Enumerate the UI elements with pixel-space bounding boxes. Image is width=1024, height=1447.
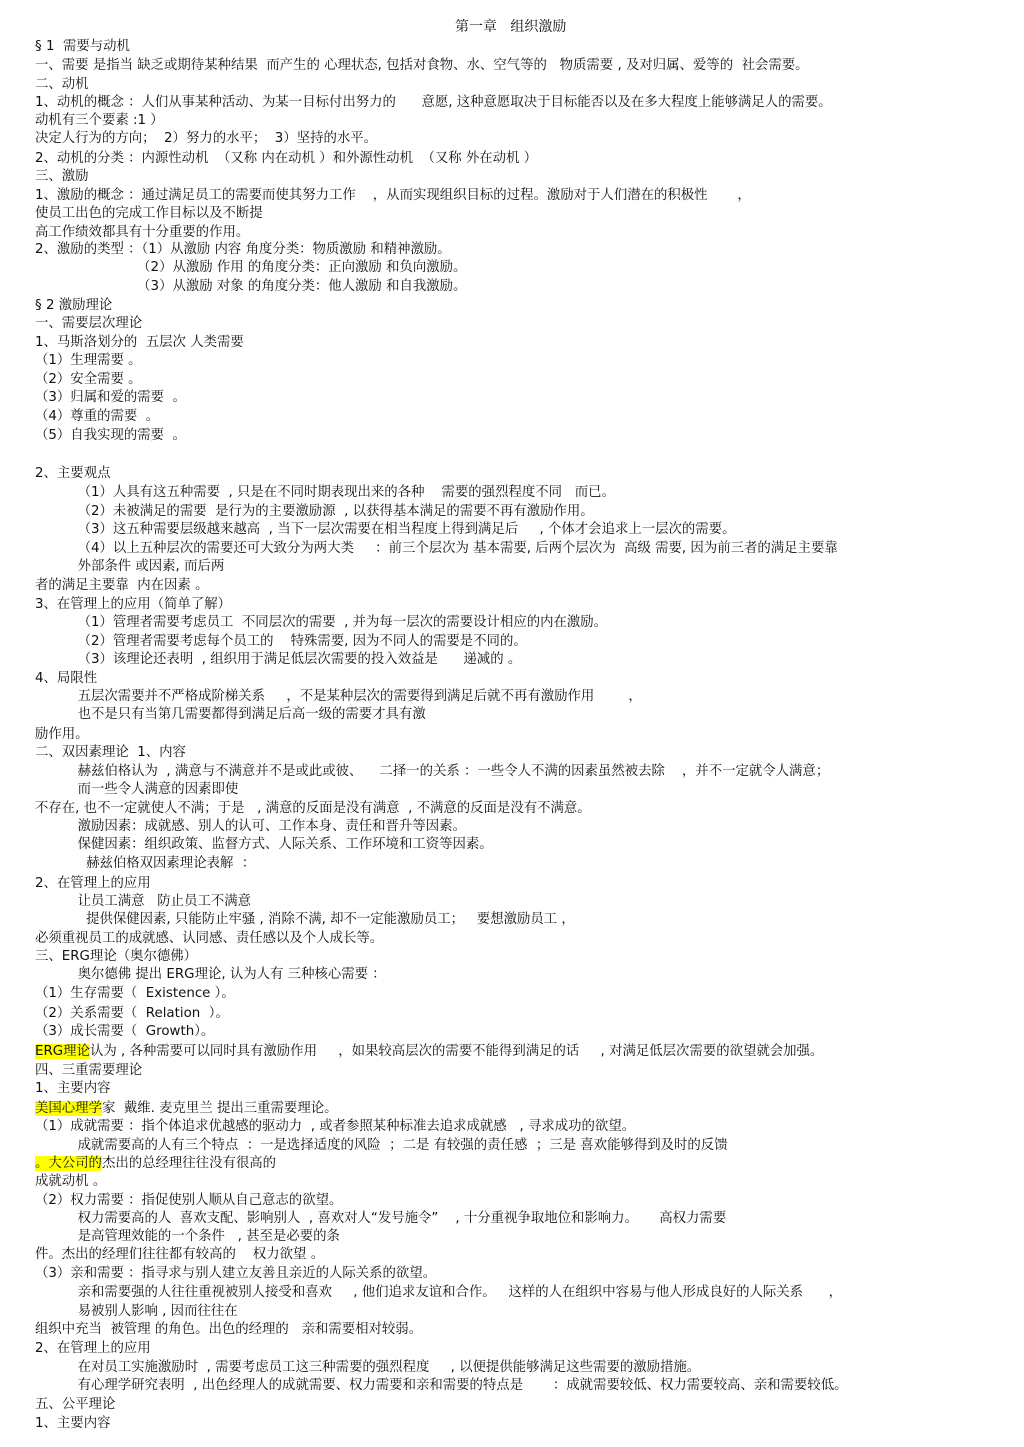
text-line: 2、在管理上的应用 — [35, 876, 151, 891]
text-line: （2）安全需要 。 — [35, 372, 142, 387]
text-line: 亲和需要强的人往往重视被别人接受和喜欢 , 他们追求友谊和合作。 这样的人在组织中容易与他人形成良好的人际关系 ， — [35, 1285, 842, 1300]
text-line: 让员工满意 防止员工不满意 — [35, 894, 252, 909]
text-line: 不存在, 也不一定就使人不满；于是 , 满意的反面是没有满意 , 不满意的反面是没有不满意。 — [35, 801, 591, 816]
text-line: 1、激励的概念 ：通过满足员工的需要而使其努力工作 ，从而实现组织目标的过程。激励对于人们潜在的积极性 ， — [35, 188, 751, 203]
text-line: 1、动机的概念 ：人们从事某种活动、为某一目标付出努力的 意愿, 这种意愿取决于目标能否以及在多大程度上能够满足人的需要。 — [35, 95, 832, 110]
text-line: （2）从激励 作用 的角度分类：正向激励 和负向激励。 — [35, 260, 467, 275]
text-segment: 认为 , 各种需要可以同时具有激励作用 ，如果较高层次的需要不能得到满足的话 , 对满足低层次需要的欲望就会加强。 — [89, 1044, 824, 1059]
text-line: 1、马斯洛划分的 五层次 人类需要 — [35, 335, 244, 350]
text-line: 权力需要高的人 喜欢支配、影响别人 , 喜欢对人“发号施令” , 十分重视争取地位和影响力。 高权力需要 — [35, 1211, 727, 1226]
text-line: （1）人具有这五种需要 , 只是在不同时期表现出来的各种 需要的强烈程度不同 而已。 — [35, 485, 615, 500]
text-line: 2、主要观点 — [35, 466, 111, 481]
text-line: （4）尊重的需要 。 — [35, 409, 160, 424]
text-line: 四、三重需要理论 — [35, 1063, 143, 1078]
text-line: （3）归属和爱的需要 。 — [35, 390, 186, 405]
text-line: 五、公平理论 — [35, 1397, 116, 1412]
text-line: 1、主要内容 — [35, 1416, 111, 1431]
text-line: 组织中充当 被管理 的角色。出色的经理的 亲和需要相对较弱。 — [35, 1322, 423, 1337]
text-line: § 1 需要与动机 — [35, 39, 130, 54]
text-line: 三、ERG理论（奥尔德佛） — [35, 949, 198, 964]
text-line: （3）成长需要（ Growth）。 — [35, 1024, 215, 1039]
text-line: （2）权力需要 ：指促使别人顺从自己意志的欲望。 — [35, 1193, 343, 1208]
text-line: 一、需要 是指当 缺乏或期待某种结果 而产生的 心理状态, 包括对食物、水、空气等的 物质需要 , 及对归属、爱等的 社会需要。 — [35, 58, 809, 73]
text-line: 者的满足主要靠 内在因素 。 — [35, 578, 209, 593]
text-line: （3）亲和需要 ：指寻求与别人建立友善且亲近的人际关系的欲望。 — [35, 1266, 437, 1281]
text-line: 高工作绩效都具有十分重要的作用。 — [35, 225, 250, 240]
text-line: 保健因素：组织政策、监督方式、人际关系、工作环境和工资等因素。 — [35, 837, 493, 852]
text-line: 三、激励 — [35, 169, 89, 184]
text-line: 而一些令人满意的因素即使 — [35, 782, 239, 797]
text-line: 在对员工实施激励时 , 需要考虑员工这三种需要的强烈程度 , 以便提供能够满足这些需要的激励措施。 — [35, 1360, 701, 1375]
text-line: 必须重视员工的成就感、认同感、责任感以及个人成长等。 — [35, 931, 384, 946]
text-line: （1）生存需要（ Existence ）。 — [35, 986, 235, 1001]
text-segment: 杰出的总经理往往没有很高的 — [101, 1156, 277, 1171]
text-line: （4）以上五种层次的需要还可大致分为两大类 ：前三个层次为 基本需要, 后两个层次为 高级 需要, 因为前三者的满足主要靠 — [35, 541, 838, 556]
text-line: 动机有三个要素 :1 ） — [35, 113, 164, 128]
text-line: 激励因素：成就感、别人的认可、工作本身、责任和晋升等因素。 — [35, 819, 466, 834]
text-line: 2、激励的类型 ：（1）从激励 内容 角度分类：物质激励 和精神激励。 — [35, 242, 451, 257]
text-segment: 家 戴维. 麦克里兰 提出三重需要理论。 — [101, 1101, 338, 1116]
text-line: § 2 激励理论 — [35, 298, 113, 313]
text-line: 一、需要层次理论 — [35, 316, 143, 331]
text-line: 有心理学研究表明 , 出色经理人的成就需要、权力需要和亲和需要的特点是 ：成就需要较低、权力需要较高、亲和需要较低。 — [35, 1378, 848, 1393]
text-line: （1）生理需要 。 — [35, 353, 142, 368]
text-line: 二、双因素理论 1、内容 — [35, 745, 186, 760]
text-line: 五层次需要并不严格成阶梯关系 ，不是某种层次的需要得到满足后就不再有激励作用 ， — [35, 689, 642, 704]
highlighted-text: 。大公司的 — [35, 1156, 102, 1171]
text-line: （2）管理者需要考虑每个员工的 特殊需要, 因为不同人的需要是不同的。 — [35, 634, 527, 649]
text-line — [35, 1043, 1014, 1061]
highlighted-text: 美国心理学 — [35, 1101, 102, 1116]
page-title: 第一章 组织激励 — [455, 19, 567, 35]
text-line: 3、在管理上的应用（简单了解） — [35, 597, 231, 612]
text-line: 成就需要高的人有三个特点 ：一是选择适度的风险 ；二是 有较强的责任感 ；三是 喜欢能够得到及时的反馈 — [35, 1138, 728, 1153]
text-line: 奥尔德佛 提出 ERG理论, 认为人有 三种核心需要 ： — [35, 967, 386, 982]
text-line: （1）管理者需要考虑员工 不同层次的需要 , 并为每一层次的需要设计相应的内在激励。 — [35, 615, 608, 630]
text-line: 成就动机 。 — [35, 1174, 107, 1189]
highlighted-text: ERG理论 — [35, 1044, 90, 1059]
text-line: 外部条件 或因素, 而后两 — [35, 559, 225, 574]
text-line: 励作用。 — [35, 727, 89, 742]
text-line: 2、动机的分类 ：内源性动机 （又称 内在动机 ）和外源性动机 （又称 外在动机 ） — [35, 151, 538, 166]
text-line — [35, 1100, 1014, 1118]
text-line: 使员工出色的完成工作目标以及不断提 — [35, 206, 263, 221]
text-line: 二、动机 — [35, 77, 89, 92]
text-line: （3）这五种需要层级越来越高 , 当下一层次需要在相当程度上得到满足后 , 个体才会追求上一层次的需要。 — [35, 522, 736, 537]
text-line: 也不是只有当第几需要都得到满足后高一级的需要才具有激 — [35, 707, 426, 722]
text-line: （3）该理论还表明 , 组织用于满足低层次需要的投入效益是 递减的 。 — [35, 652, 522, 667]
text-line: 2、在管理上的应用 — [35, 1341, 151, 1356]
text-line: （2）关系需要（ Relation ）。 — [35, 1006, 229, 1021]
text-line: 1、主要内容 — [35, 1081, 111, 1096]
text-line: 赫兹伯格认为 , 满意与不满意并不是或此或彼、 二择一的关系 ：一些令人不满的因素虽然被去除 ，并不一定就令人满意； — [35, 764, 830, 779]
text-line: 决定人行为的方向； 2）努力的水平； 3）坚持的水平。 — [35, 131, 378, 146]
text-line: 提供保健因素, 只能防止牢骚 , 消除不满, 却不一定能激励员工； 要想激励员工 ， — [35, 912, 575, 927]
text-line: 赫兹伯格双因素理论表解 ： — [35, 856, 256, 871]
text-line: （5）自我实现的需要 。 — [35, 428, 186, 443]
text-line: （1）成就需要 ：指个体追求优越感的驱动力 , 或者参照某种标准去追求成就感 , 寻求成功的欲望。 — [35, 1119, 636, 1134]
text-line: （3）从激励 对象 的角度分类：他人激励 和自我激励。 — [35, 279, 467, 294]
text-line: 是高管理效能的一个条件 , 甚至是必要的条 — [35, 1229, 340, 1244]
text-line: 4、局限性 — [35, 671, 98, 686]
text-line: （2）未被满足的需要 是行为的主要激励源 , 以获得基本满足的需要不再有激励作用。 — [35, 504, 594, 519]
text-line: 易被别人影响 , 因而往往在 — [35, 1304, 238, 1319]
text-line — [35, 1155, 1014, 1173]
text-line: 件。杰出的经理们往往都有较高的 权力欲望 。 — [35, 1247, 325, 1262]
